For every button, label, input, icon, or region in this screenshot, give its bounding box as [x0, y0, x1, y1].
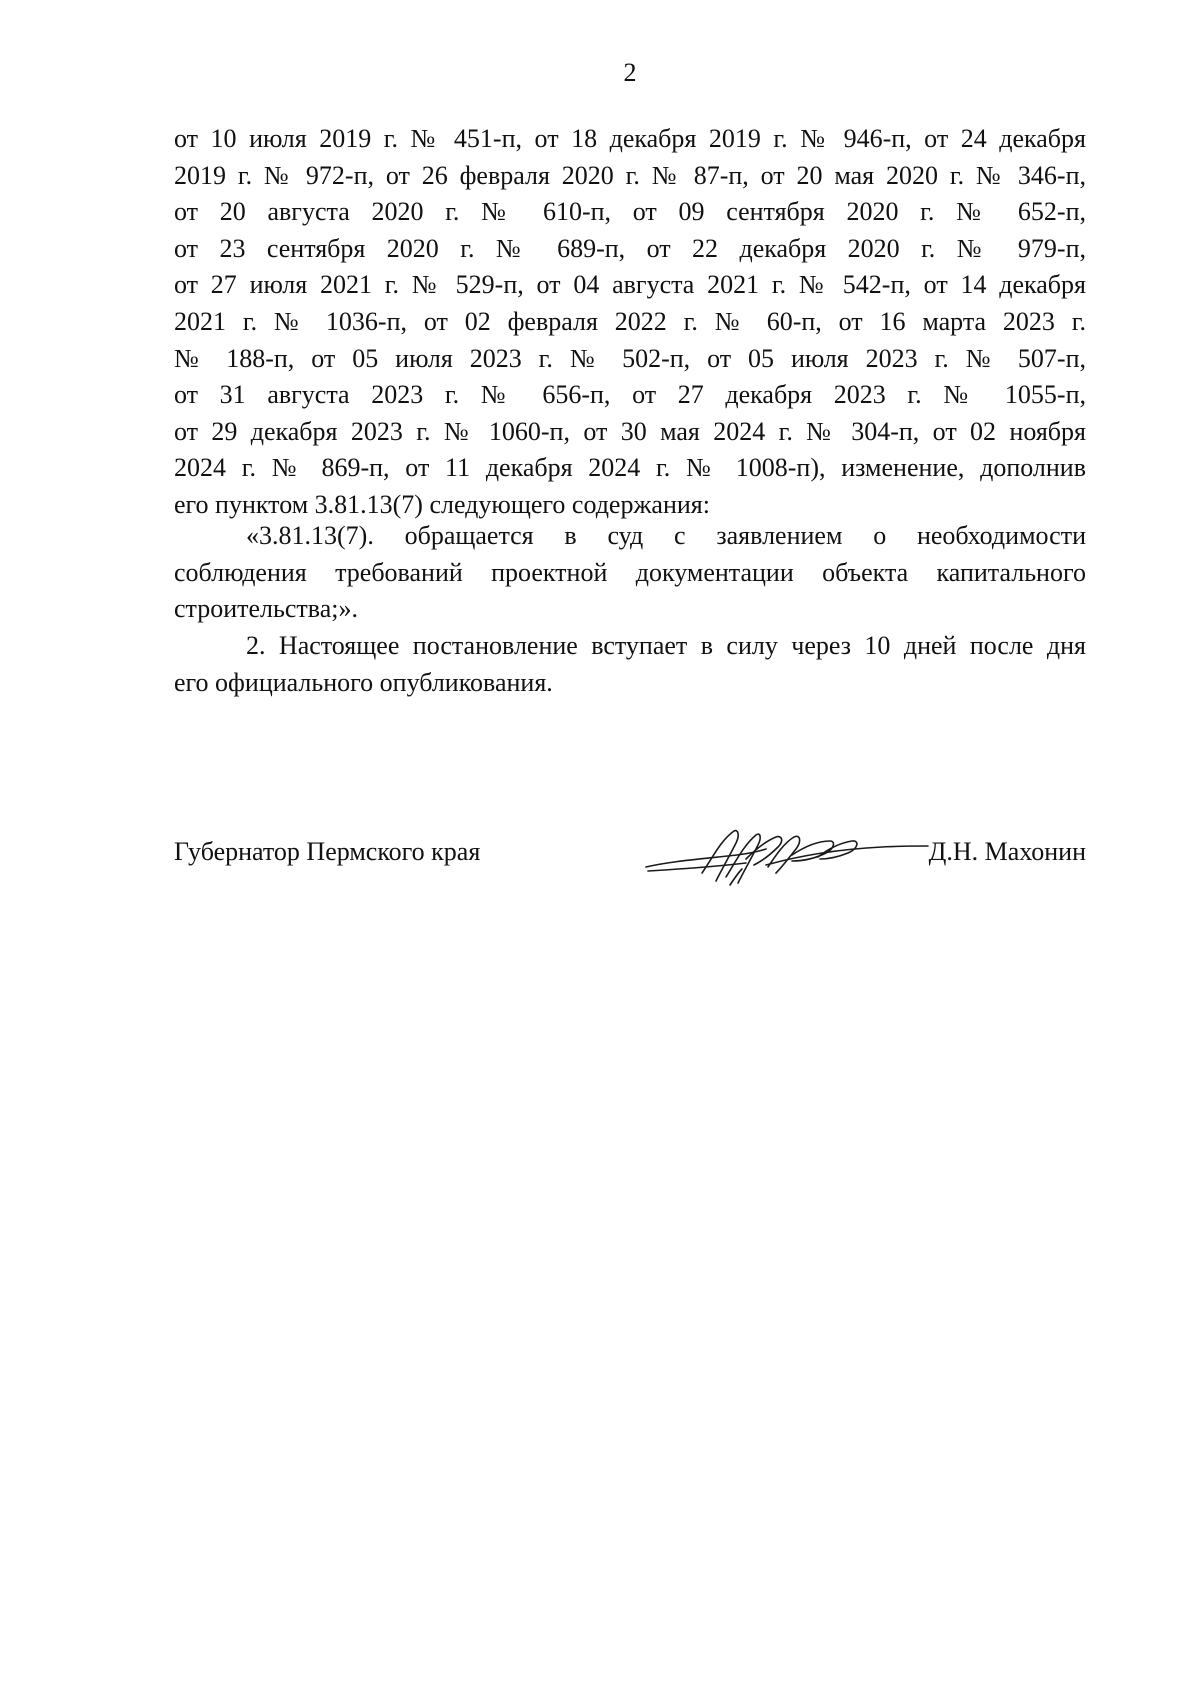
text-line: соблюдения требований проектной документации объекта капитального: [174, 557, 1086, 587]
signer-position: Губернатор Пермского края: [174, 837, 481, 866]
text-line: его официального опубликования.: [174, 667, 553, 697]
signature-block: [174, 837, 1086, 897]
text-line: от 10 июля 2019 г. № 451-п, от 18 декабря 2019 г. № 946-п, от 24 декабря: [174, 124, 1086, 153]
text-line: «3.81.13(7). обращается в суд с заявлением о необходимости: [246, 521, 1086, 550]
text-line: его пунктом 3.81.13(7) следующего содержания:: [174, 489, 710, 519]
paragraph-amendment-list: [174, 121, 1086, 524]
text-line: от 29 декабря 2023 г. № 1060-п, от 30 мая 2024 г. № 304-п, от 02 ноября: [174, 416, 1086, 446]
text-line: 2019 г. № 972-п, от 26 февраля 2020 г. № 87-п, от 20 мая 2020 г. № 346-п,: [174, 160, 1086, 190]
text-line: от 20 августа 2020 г. № 610-п, от 09 сентября 2020 г. № 652-п,: [174, 197, 1086, 227]
text-line: от 27 июля 2021 г. № 529-п, от 04 августа 2021 г. № 542-п, от 14 декабря: [174, 270, 1086, 300]
handwritten-signature-icon: [642, 819, 932, 899]
paragraph-effective-date: [174, 628, 1086, 701]
text-line: от 31 августа 2023 г. № 656-п, от 27 декабря 2023 г. № 1055-п,: [174, 380, 1086, 410]
text-line: № 188-п, от 05 июля 2023 г. № 502-п, от 05 июля 2023 г. № 507-п,: [174, 343, 1086, 373]
paragraph-quoted-clause: [174, 518, 1086, 628]
page-number: 2: [623, 58, 637, 87]
text-line: от 23 сентября 2020 г. № 689-п, от 22 декабря 2020 г. № 979-п,: [174, 233, 1086, 263]
text-line: 2024 г. № 869-п, от 11 декабря 2024 г. № 1008-п), изменение, дополнив: [174, 453, 1086, 483]
text-line: 2. Настоящее постановление вступает в силу через 10 дней после дня: [246, 631, 1086, 660]
text-line: 2021 г. № 1036-п, от 02 февраля 2022 г. № 60-п, от 16 марта 2023 г.: [174, 306, 1086, 336]
text-line: строительства;».: [174, 594, 358, 624]
signer-name: Д.Н. Махонин: [928, 837, 1086, 866]
